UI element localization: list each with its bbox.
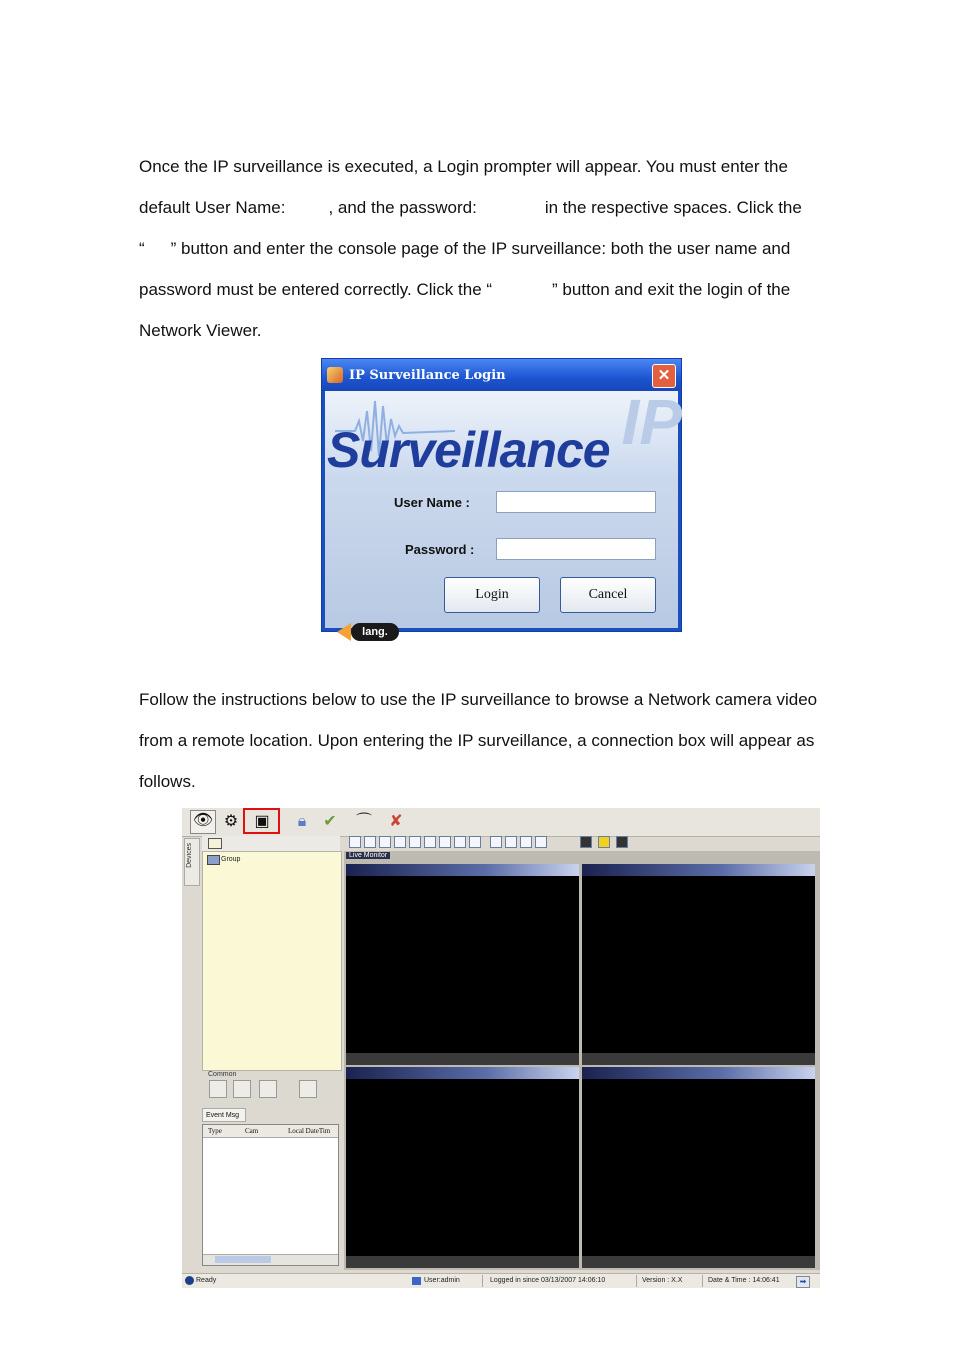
text-line: “: [139, 239, 145, 258]
status-user: User:admin: [424, 1277, 460, 1284]
password-input[interactable]: [496, 538, 656, 560]
share-icon[interactable]: [233, 1080, 251, 1098]
text-line: , and the password:: [328, 198, 477, 217]
layout-alt-4-icon[interactable]: [535, 836, 547, 848]
camera-view-2[interactable]: [582, 864, 815, 1065]
layout-10-icon[interactable]: [424, 836, 436, 848]
text-line: follows.: [139, 772, 196, 791]
text-line: ” button and exit the login of the: [552, 280, 791, 299]
column-cam[interactable]: Cam: [245, 1127, 259, 1135]
user-name-input[interactable]: [496, 491, 656, 513]
tree-header: [202, 836, 340, 852]
dialog-title: IP Surveillance Login: [349, 368, 506, 383]
text-line: ” button and enter the console page of the IP surveillance: both the user name and: [170, 239, 791, 258]
layout-alt-1-icon[interactable]: [490, 836, 502, 848]
face-icon[interactable]: [598, 836, 610, 848]
status-datetime: Date & Time : 14:06:41: [708, 1277, 780, 1284]
text-line: Follow the instructions below to use the IP surveillance to browse a Network camera video: [139, 690, 818, 709]
status-ready: Ready: [196, 1277, 217, 1284]
camera-tree-icon[interactable]: ⚙: [223, 813, 239, 830]
status-logged-in: Logged in since 03/13/2007 14:06:10: [490, 1277, 606, 1284]
layout-6-icon[interactable]: [379, 836, 391, 848]
password-label: Password :: [405, 542, 475, 557]
text-line: password must be entered correctly. Click the “: [139, 280, 493, 299]
event-list[interactable]: [202, 1124, 339, 1266]
user-name-label: User Name :: [394, 495, 470, 510]
lock-icon[interactable]: 🔒︎: [297, 813, 307, 830]
close-icon[interactable]: ✕: [652, 364, 676, 388]
intro-paragraph: [139, 158, 869, 363]
lang-arrow-icon: [337, 623, 351, 641]
layout-alt-3-icon[interactable]: [520, 836, 532, 848]
cancel-button[interactable]: Cancel: [560, 577, 656, 613]
common-panel: [202, 1071, 340, 1105]
camera-view-4[interactable]: [582, 1067, 815, 1268]
common-label: Common: [208, 1071, 237, 1078]
text-line: in the respective spaces. Click the: [544, 198, 802, 217]
fullscreen-icon[interactable]: [616, 836, 628, 848]
layout-1-icon[interactable]: [349, 836, 361, 848]
status-version: Version : X.X: [642, 1277, 683, 1284]
snapshot-icon[interactable]: [580, 836, 592, 848]
text-line: default User Name:: [139, 198, 286, 217]
lang-label: lang.: [351, 623, 399, 641]
info-icon: [185, 1276, 194, 1285]
trash-icon[interactable]: [299, 1080, 317, 1098]
surveillance-logo: Surveillance: [327, 422, 610, 478]
camera-view-3[interactable]: [346, 1067, 579, 1268]
event-msg-tab[interactable]: Event Msg: [202, 1108, 246, 1122]
layout-9-icon[interactable]: [409, 836, 421, 848]
device-list-icon[interactable]: ▣: [254, 813, 270, 830]
device-tree[interactable]: [202, 851, 342, 1071]
group-label[interactable]: Group: [221, 856, 241, 863]
layout-16-icon[interactable]: [454, 836, 466, 848]
text-line: Once the IP surveillance is executed, a Login prompter will appear. You must enter the: [139, 157, 788, 176]
layout-alt-2-icon[interactable]: [505, 836, 517, 848]
text-line: from a remote location. Upon entering the IP surveillance, a connection box will appear as: [139, 731, 815, 750]
eye-icon[interactable]: 👁: [190, 810, 216, 834]
devices-side-tab[interactable]: [184, 838, 200, 886]
arrow-right-icon[interactable]: ➡: [796, 1276, 810, 1288]
dialog-body: [325, 386, 682, 638]
camera-view-1[interactable]: [346, 864, 579, 1065]
login-button[interactable]: Login: [444, 577, 540, 613]
print-icon[interactable]: [259, 1080, 277, 1098]
horizontal-scrollbar[interactable]: [203, 1254, 338, 1265]
scrollbar-thumb[interactable]: [215, 1256, 271, 1263]
layout-13-icon[interactable]: [439, 836, 451, 848]
layout-4-icon[interactable]: [364, 836, 376, 848]
layout-17-icon[interactable]: [469, 836, 481, 848]
instructions-paragraph: [139, 691, 869, 814]
live-monitor-title: Live Monitor: [346, 852, 390, 859]
connect-icon[interactable]: ⌒: [355, 813, 372, 830]
envelope-icon[interactable]: [208, 838, 222, 849]
record-icon[interactable]: [209, 1080, 227, 1098]
login-dialog: [321, 358, 682, 638]
app-icon: [327, 367, 343, 383]
main-toolbar: [182, 808, 820, 837]
banner: [325, 386, 682, 481]
text-line: Network Viewer.: [139, 321, 262, 340]
event-list-header: [203, 1125, 338, 1138]
group-icon: [207, 855, 220, 865]
status-bar: [182, 1273, 820, 1288]
ip-watermark: IP: [621, 386, 682, 458]
surveillance-main-window: [182, 808, 820, 1288]
exit-icon[interactable]: ✘: [389, 813, 403, 830]
user-status-icon: [412, 1277, 421, 1285]
devices-tab-label: Devices: [186, 843, 193, 868]
layout-8-icon[interactable]: [394, 836, 406, 848]
column-type[interactable]: Type: [208, 1127, 222, 1135]
highlight-box: [243, 808, 280, 834]
column-local-datetime[interactable]: Local DateTim: [288, 1127, 331, 1135]
user-icon[interactable]: ✔: [323, 813, 337, 830]
